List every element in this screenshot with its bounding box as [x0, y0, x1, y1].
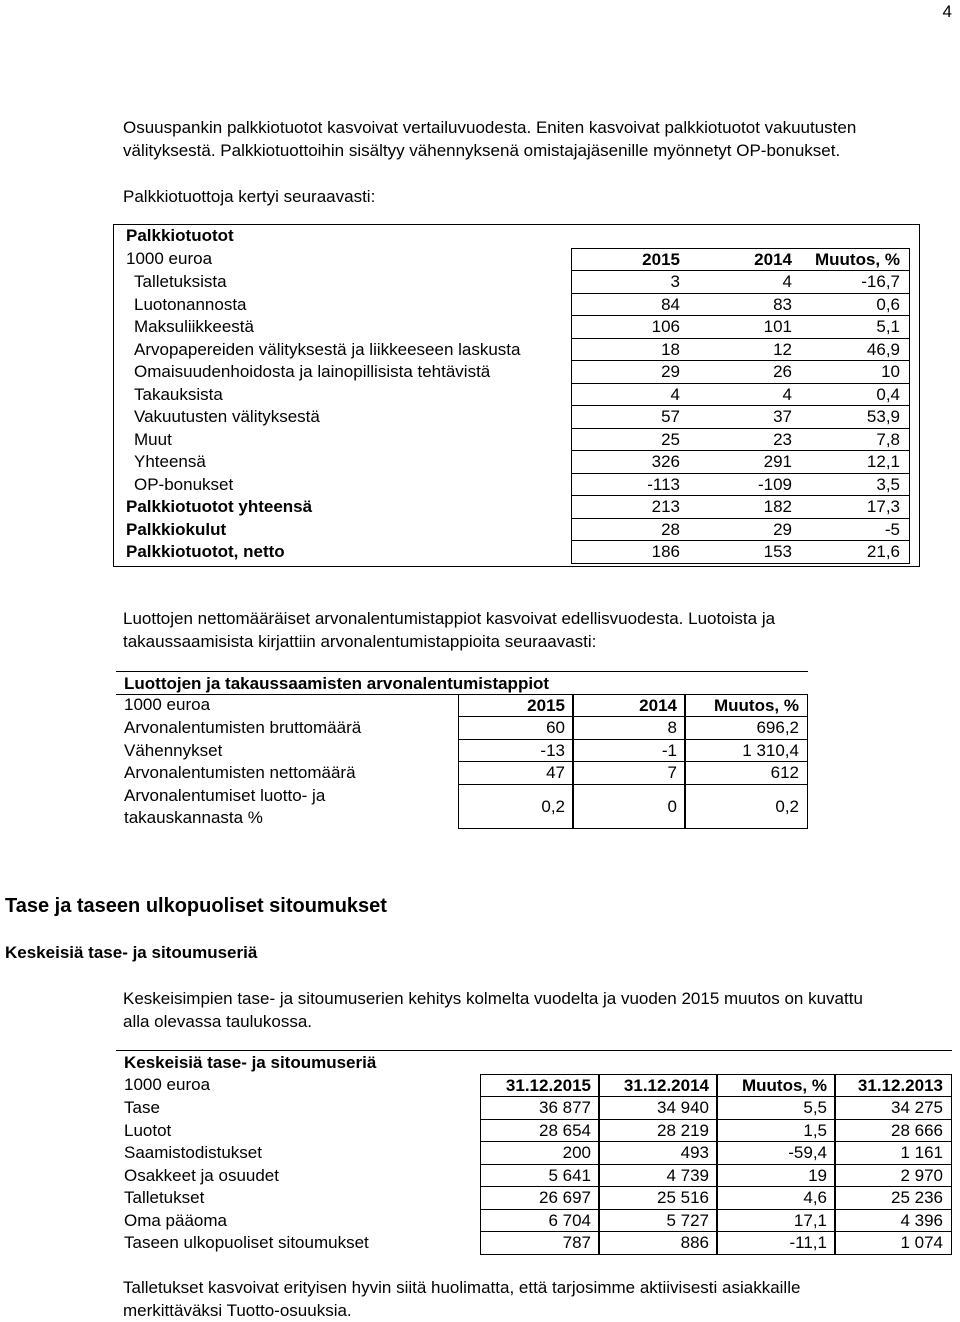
balance-row-label: Osakkeet ja osuudet	[124, 1165, 279, 1185]
balance-value-2015: 28 654	[480, 1120, 600, 1143]
balance-row-label: Talletukset	[124, 1188, 205, 1207]
fee-table-row	[114, 451, 919, 474]
fee-value-change: 53,9	[866, 407, 900, 426]
balance-row	[116, 1187, 952, 1210]
impairment-value-2015: 60	[458, 717, 574, 740]
balance-row-label: Tase	[124, 1098, 160, 1117]
fee-row-label: Palkkiotuotot, netto	[126, 542, 285, 561]
balance-header-2015: 31.12.2015	[480, 1074, 600, 1097]
fee-intro-text: Palkkiotuottoja kertyi seuraavasti:	[123, 187, 376, 206]
impairment-header-2014: 2014	[572, 694, 686, 717]
impairment-value-2015: 47	[458, 762, 574, 785]
fee-value-change: 46,9	[866, 339, 900, 359]
balance-table-title: Keskeisiä tase- ja sitoumuseriä	[116, 1050, 952, 1074]
balance-value-change: 1,5	[716, 1120, 836, 1143]
balance-value-2014: 25 516	[598, 1187, 718, 1210]
fee-value-2014: 26	[773, 362, 792, 381]
section-heading: Tase ja taseen ulkopuoliset sitoumukset	[5, 895, 387, 917]
balance-value-2013: 34 275	[834, 1097, 952, 1120]
impairment-line-2: takaussaamisista kirjattiin arvonalentumistappioita seuraavasti:	[123, 632, 597, 651]
impairment-header-change: Muutos, %	[684, 694, 808, 717]
balance-row-label: Luotot	[124, 1120, 172, 1140]
impairment-header-row	[116, 694, 808, 717]
fee-value-2015: 326	[651, 452, 680, 471]
fee-table-row	[114, 294, 919, 317]
fee-table-title-row	[114, 225, 919, 248]
balance-intro-line-2: alla olevassa taulukossa.	[123, 1012, 313, 1031]
balance-row	[116, 1120, 952, 1143]
fee-value-change: 3,5	[876, 474, 900, 494]
fee-row-values	[571, 541, 910, 564]
fee-value-2014: 4	[782, 384, 792, 404]
fee-value-2015: 29	[661, 362, 680, 381]
balance-value-2015: 26 697	[480, 1187, 600, 1210]
balance-value-2014: 886	[598, 1232, 718, 1255]
intro-paragraph	[123, 116, 948, 162]
fee-table-row	[114, 316, 919, 339]
balance-value-2014: 28 219	[598, 1120, 718, 1143]
impairment-ratio-change: 0,2	[684, 784, 808, 829]
impairment-value-2014: -1	[572, 740, 686, 763]
impairment-value-change: 612	[684, 762, 808, 785]
fee-table-row	[114, 541, 919, 564]
fee-income-table	[113, 224, 920, 567]
balance-row	[116, 1142, 952, 1165]
page-number: 4	[942, 2, 952, 21]
balance-value-2013: 1 074	[834, 1232, 952, 1255]
impairment-row-label: Arvonalentumisten nettomäärä	[124, 763, 356, 782]
fee-value-change: 12,1	[866, 452, 900, 471]
intro-line-2: välityksestä. Palkkiotuottoihin sisältyy vähennyksenä omistajajäsenille myönnetyt OP-bonukset.	[123, 141, 841, 160]
balance-intro-line-1: Keskeisimpien tase- ja sitoumuserien kehitys kolmelta vuodelta ja vuoden 2015 muutos on kuvattu	[123, 989, 863, 1008]
impairment-row-label: Vähennykset	[124, 740, 223, 760]
fee-row-values	[571, 474, 910, 497]
fee-value-2015: 186	[651, 542, 680, 561]
fee-value-2014: 291	[763, 452, 792, 471]
impairment-ratio-2015: 0,2	[458, 784, 574, 829]
balance-row	[116, 1165, 952, 1188]
impairment-header-2015: 2015	[458, 694, 574, 717]
fee-value-2014: -109	[757, 474, 792, 494]
section-subheading: Keskeisiä tase- ja sitoumuseriä	[5, 943, 258, 962]
fee-value-2014: 23	[773, 429, 792, 449]
impairment-ratio-row	[116, 784, 808, 829]
fee-value-2014: 101	[763, 317, 792, 336]
balance-row	[116, 1232, 952, 1255]
balance-value-change: 4,6	[716, 1187, 836, 1210]
closing-paragraph	[123, 1276, 948, 1322]
balance-value-change: 5,5	[716, 1097, 836, 1120]
fee-row-label: Luotonannosta	[134, 294, 247, 314]
impairment-row	[116, 740, 808, 763]
closing-line-2: merkittäväksi Tuotto-osuuksia.	[123, 1301, 352, 1320]
fee-value-2014: 182	[763, 497, 792, 516]
impairment-intro	[123, 607, 948, 653]
balance-value-2014: 5 727	[598, 1210, 718, 1233]
balance-row-label: Oma pääoma	[124, 1210, 227, 1230]
fee-value-change: 10	[881, 362, 900, 381]
fee-value-change: 21,6	[866, 542, 900, 561]
balance-value-2013: 28 666	[834, 1120, 952, 1143]
fee-row-values	[571, 496, 910, 519]
fee-table-row	[114, 474, 919, 497]
fee-table-header-cells	[571, 248, 910, 271]
fee-header-2014: 2014	[754, 250, 792, 269]
fee-table-header-row	[114, 248, 919, 271]
fee-row-label: Omaisuudenhoidosta ja lainopillisista tehtävistä	[134, 362, 491, 381]
fee-row-values	[571, 384, 910, 407]
fee-value-2015: 25	[661, 429, 680, 449]
fee-row-values	[571, 519, 910, 542]
balance-header-row	[116, 1074, 952, 1097]
fee-value-change: 0,6	[876, 294, 900, 314]
impairment-value-2014: 7	[572, 762, 686, 785]
fee-value-change: 5,1	[876, 317, 900, 336]
impairment-row	[116, 717, 808, 740]
balance-header-change: Muutos, %	[716, 1074, 836, 1097]
fee-value-2015: 28	[661, 519, 680, 539]
balance-row-label: Taseen ulkopuoliset sitoumukset	[124, 1233, 369, 1252]
intro-line-1: Osuuspankin palkkiotuotot kasvoivat vertailuvuodesta. Eniten kasvoivat palkkiotuotot vakuutusten	[123, 118, 857, 137]
balance-value-2015: 36 877	[480, 1097, 600, 1120]
balance-value-2013: 1 161	[834, 1142, 952, 1165]
balance-value-2013: 2 970	[834, 1165, 952, 1188]
balance-value-2015: 5 641	[480, 1165, 600, 1188]
fee-value-change: -16,7	[861, 272, 900, 291]
fee-row-values	[571, 406, 910, 429]
fee-table-row	[114, 519, 919, 542]
balance-header-2014: 31.12.2014	[598, 1074, 718, 1097]
balance-value-2013: 4 396	[834, 1210, 952, 1233]
fee-value-2015: 3	[670, 272, 680, 291]
impairment-ratio-label-line-1: Arvonalentumiset luotto- ja	[124, 786, 326, 805]
impairment-table	[116, 671, 808, 829]
fee-value-2014: 29	[773, 519, 792, 539]
fee-value-change: 0,4	[876, 384, 900, 404]
closing-line-1: Talletukset kasvoivat erityisen hyvin siitä huolimatta, että tarjosimme aktiivisesti asiakkaille	[123, 1278, 801, 1297]
fee-row-values	[571, 339, 910, 362]
balance-value-2015: 6 704	[480, 1210, 600, 1233]
impairment-row-label: Arvonalentumisten bruttomäärä	[124, 718, 362, 737]
fee-value-2015: -113	[647, 474, 680, 494]
fee-row-label: Yhteensä	[134, 452, 206, 471]
fee-table-row	[114, 384, 919, 407]
impairment-value-2015: -13	[458, 740, 574, 763]
fee-value-2014: 4	[782, 272, 792, 291]
fee-value-2014: 83	[773, 294, 792, 314]
fee-table-row	[114, 429, 919, 452]
fee-row-values	[571, 361, 910, 384]
fee-row-label: Palkkiotuotot yhteensä	[126, 497, 313, 516]
fee-value-2014: 12	[773, 339, 792, 359]
fee-row-values	[571, 271, 910, 294]
fee-value-2015: 106	[651, 317, 680, 336]
balance-value-change: 17,1	[716, 1210, 836, 1233]
fee-header-2015: 2015	[642, 250, 680, 269]
balance-header-2013: 31.12.2013	[834, 1074, 952, 1097]
impairment-ratio-2014: 0	[572, 784, 686, 829]
balance-value-2015: 787	[480, 1232, 600, 1255]
balance-value-2013: 25 236	[834, 1187, 952, 1210]
impairment-unit: 1000 euroa	[124, 695, 211, 714]
fee-value-2015: 57	[661, 407, 680, 426]
impairment-value-change: 696,2	[684, 717, 808, 740]
fee-table-title: Palkkiotuotot	[126, 226, 234, 245]
impairment-ratio-label-line-2: takauskannasta %	[124, 808, 263, 827]
fee-value-2015: 84	[661, 294, 680, 314]
fee-value-change: 17,3	[866, 497, 900, 516]
impairment-ratio-label	[124, 785, 325, 829]
fee-row-label: Muut	[134, 429, 172, 449]
balance-table	[116, 1050, 952, 1257]
fee-row-label: Arvopapereiden välityksestä ja liikkeeseen laskusta	[134, 339, 521, 359]
fee-row-label: Talletuksista	[134, 272, 227, 291]
fee-value-2015: 213	[651, 497, 680, 516]
balance-row	[116, 1210, 952, 1233]
fee-value-2014: 153	[763, 542, 792, 561]
balance-value-2014: 4 739	[598, 1165, 718, 1188]
fee-table-row	[114, 339, 919, 362]
fee-row-label: Takauksista	[134, 384, 223, 404]
fee-table-row	[114, 406, 919, 429]
fee-row-label: Vakuutusten välityksestä	[134, 407, 320, 426]
fee-row-label: OP-bonukset	[134, 474, 234, 494]
balance-row-label: Saamistodistukset	[124, 1143, 262, 1162]
fee-row-label: Palkkiokulut	[126, 519, 227, 539]
balance-intro	[123, 987, 948, 1033]
impairment-row	[116, 762, 808, 785]
fee-row-values	[571, 429, 910, 452]
impairment-table-title: Luottojen ja takaussaamisten arvonalentumistappiot	[116, 671, 808, 695]
fee-header-change: Muutos, %	[815, 250, 900, 269]
balance-value-2015: 200	[480, 1142, 600, 1165]
impairment-value-change: 1 310,4	[684, 740, 808, 763]
fee-value-change: -5	[884, 519, 900, 539]
balance-value-change: -59,4	[716, 1142, 836, 1165]
balance-value-change: -11,1	[716, 1232, 836, 1255]
balance-row	[116, 1097, 952, 1120]
fee-row-values	[571, 316, 910, 339]
fee-table-row	[114, 361, 919, 384]
fee-value-2014: 37	[773, 407, 792, 426]
impairment-line-1: Luottojen nettomääräiset arvonalentumistappiot kasvoivat edellisvuodesta. Luotoista ja	[123, 609, 776, 628]
balance-unit: 1000 euroa	[124, 1075, 211, 1094]
balance-value-change: 19	[716, 1165, 836, 1188]
fee-row-values	[571, 451, 910, 474]
fee-table-row	[114, 496, 919, 519]
balance-value-2014: 34 940	[598, 1097, 718, 1120]
balance-value-2014: 493	[598, 1142, 718, 1165]
fee-row-values	[571, 294, 910, 317]
fee-value-2015: 18	[661, 339, 680, 359]
fee-value-2015: 4	[670, 384, 680, 404]
impairment-value-2014: 8	[572, 717, 686, 740]
fee-table-unit: 1000 euroa	[126, 249, 213, 268]
fee-value-change: 7,8	[876, 429, 900, 449]
fee-table-row	[114, 271, 919, 294]
fee-row-label: Maksuliikkeestä	[134, 317, 254, 336]
